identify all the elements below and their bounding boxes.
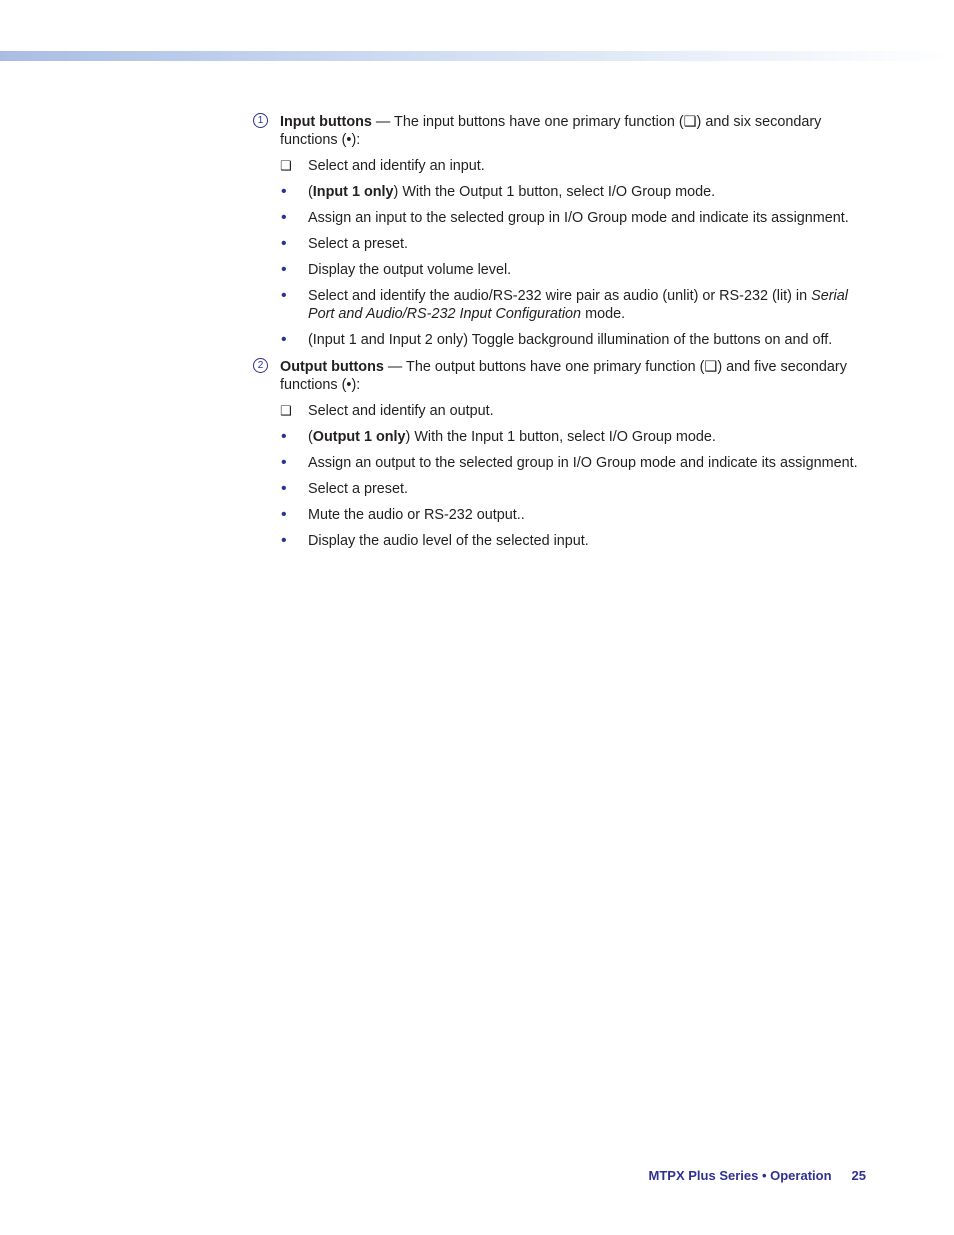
- item-text: Assign an output to the selected group in I/O Group mode and indicate its assignment.: [308, 455, 858, 471]
- dot-bullet-icon: •: [281, 287, 287, 304]
- checkbox-bullet-icon: ❑: [280, 403, 292, 418]
- dot-bullet-icon: •: [281, 506, 287, 523]
- item-text-pre: (: [308, 184, 313, 200]
- dot-bullet-icon: •: [281, 480, 287, 497]
- dot-bullet-icon: •: [281, 261, 287, 278]
- item-text: Select a preset.: [308, 236, 408, 252]
- item-text: Mute the audio or RS-232 output..: [308, 507, 525, 523]
- intro-text: ):: [351, 377, 361, 393]
- list-item: [280, 428, 872, 446]
- output-buttons-section: [252, 358, 872, 550]
- list-item: [280, 532, 872, 550]
- item-italic-text: Serial Port and Audio/RS-232 Input Configuration: [308, 288, 848, 322]
- checkbox-symbol-icon: ❑: [683, 114, 697, 130]
- dot-bullet-icon: •: [281, 428, 287, 445]
- intro-text: ):: [351, 132, 361, 148]
- list-item: [280, 402, 872, 420]
- page-number: 25: [851, 1168, 866, 1183]
- item-text: Select a preset.: [308, 481, 408, 497]
- input-functions-list: [280, 157, 872, 349]
- bullet-symbol-icon: •: [346, 377, 352, 393]
- item-text-post: mode.: [581, 306, 626, 322]
- item-text: Display the output volume level.: [308, 262, 512, 278]
- item-text: ) With the Input 1 button, select I/O Group mode.: [405, 429, 716, 445]
- bullet-symbol-icon: •: [346, 132, 352, 148]
- checkbox-symbol-icon: ❑: [704, 359, 718, 375]
- output-functions-list: [280, 402, 872, 550]
- list-item: [280, 235, 872, 253]
- item-bold-text: Input 1 only: [312, 184, 394, 200]
- callout-2-icon: 2: [253, 358, 268, 373]
- intro-text: — The output buttons have one primary function (: [383, 359, 705, 375]
- item-bold-text: Output 1 only: [312, 429, 406, 445]
- item-text: ) With the Output 1 button, select I/O Group mode.: [393, 184, 716, 200]
- item-text: Select and identify an input.: [308, 158, 485, 174]
- dot-bullet-icon: •: [281, 209, 287, 226]
- callout-1-icon: 1: [253, 113, 268, 128]
- intro-text: ) and five secondary functions (: [280, 359, 847, 393]
- page-content: [252, 113, 872, 559]
- checkbox-bullet-icon: ❑: [280, 158, 292, 173]
- dot-bullet-icon: •: [281, 183, 287, 200]
- item-text-pre: (: [308, 429, 313, 445]
- dot-bullet-icon: •: [281, 331, 287, 348]
- dot-bullet-icon: •: [281, 532, 287, 549]
- list-item: [280, 454, 872, 472]
- list-item: [280, 287, 872, 323]
- list-item: [280, 209, 872, 227]
- input-buttons-title: Input buttons: [280, 114, 372, 130]
- list-item: [280, 480, 872, 498]
- list-item: [280, 261, 872, 279]
- input-buttons-section: [252, 113, 872, 349]
- item-text: Display the audio level of the selected input.: [308, 533, 589, 549]
- dot-bullet-icon: •: [281, 454, 287, 471]
- intro-text: — The input buttons have one primary function (: [371, 114, 684, 130]
- item-text: (Input 1 and Input 2 only) Toggle background illumination of the buttons on and off.: [308, 332, 833, 348]
- output-buttons-intro: [280, 358, 872, 394]
- list-item: [280, 183, 872, 201]
- dot-bullet-icon: •: [281, 235, 287, 252]
- item-text: Assign an input to the selected group in I/O Group mode and indicate its assignment.: [308, 210, 849, 226]
- footer-label: MTPX Plus Series • Operation: [648, 1168, 832, 1183]
- intro-text: ) and six secondary functions (: [280, 114, 822, 148]
- list-item: [280, 331, 872, 349]
- input-buttons-intro: [280, 113, 872, 149]
- list-item: [280, 157, 872, 175]
- list-item: [280, 506, 872, 524]
- item-text: Select and identify an output.: [308, 403, 494, 419]
- item-text: Select and identify the audio/RS-232 wire pair as audio (unlit) or RS-232 (lit) in: [308, 288, 812, 304]
- header-band: [0, 51, 954, 61]
- page-footer: [649, 1168, 866, 1183]
- output-buttons-title: Output buttons: [280, 359, 384, 375]
